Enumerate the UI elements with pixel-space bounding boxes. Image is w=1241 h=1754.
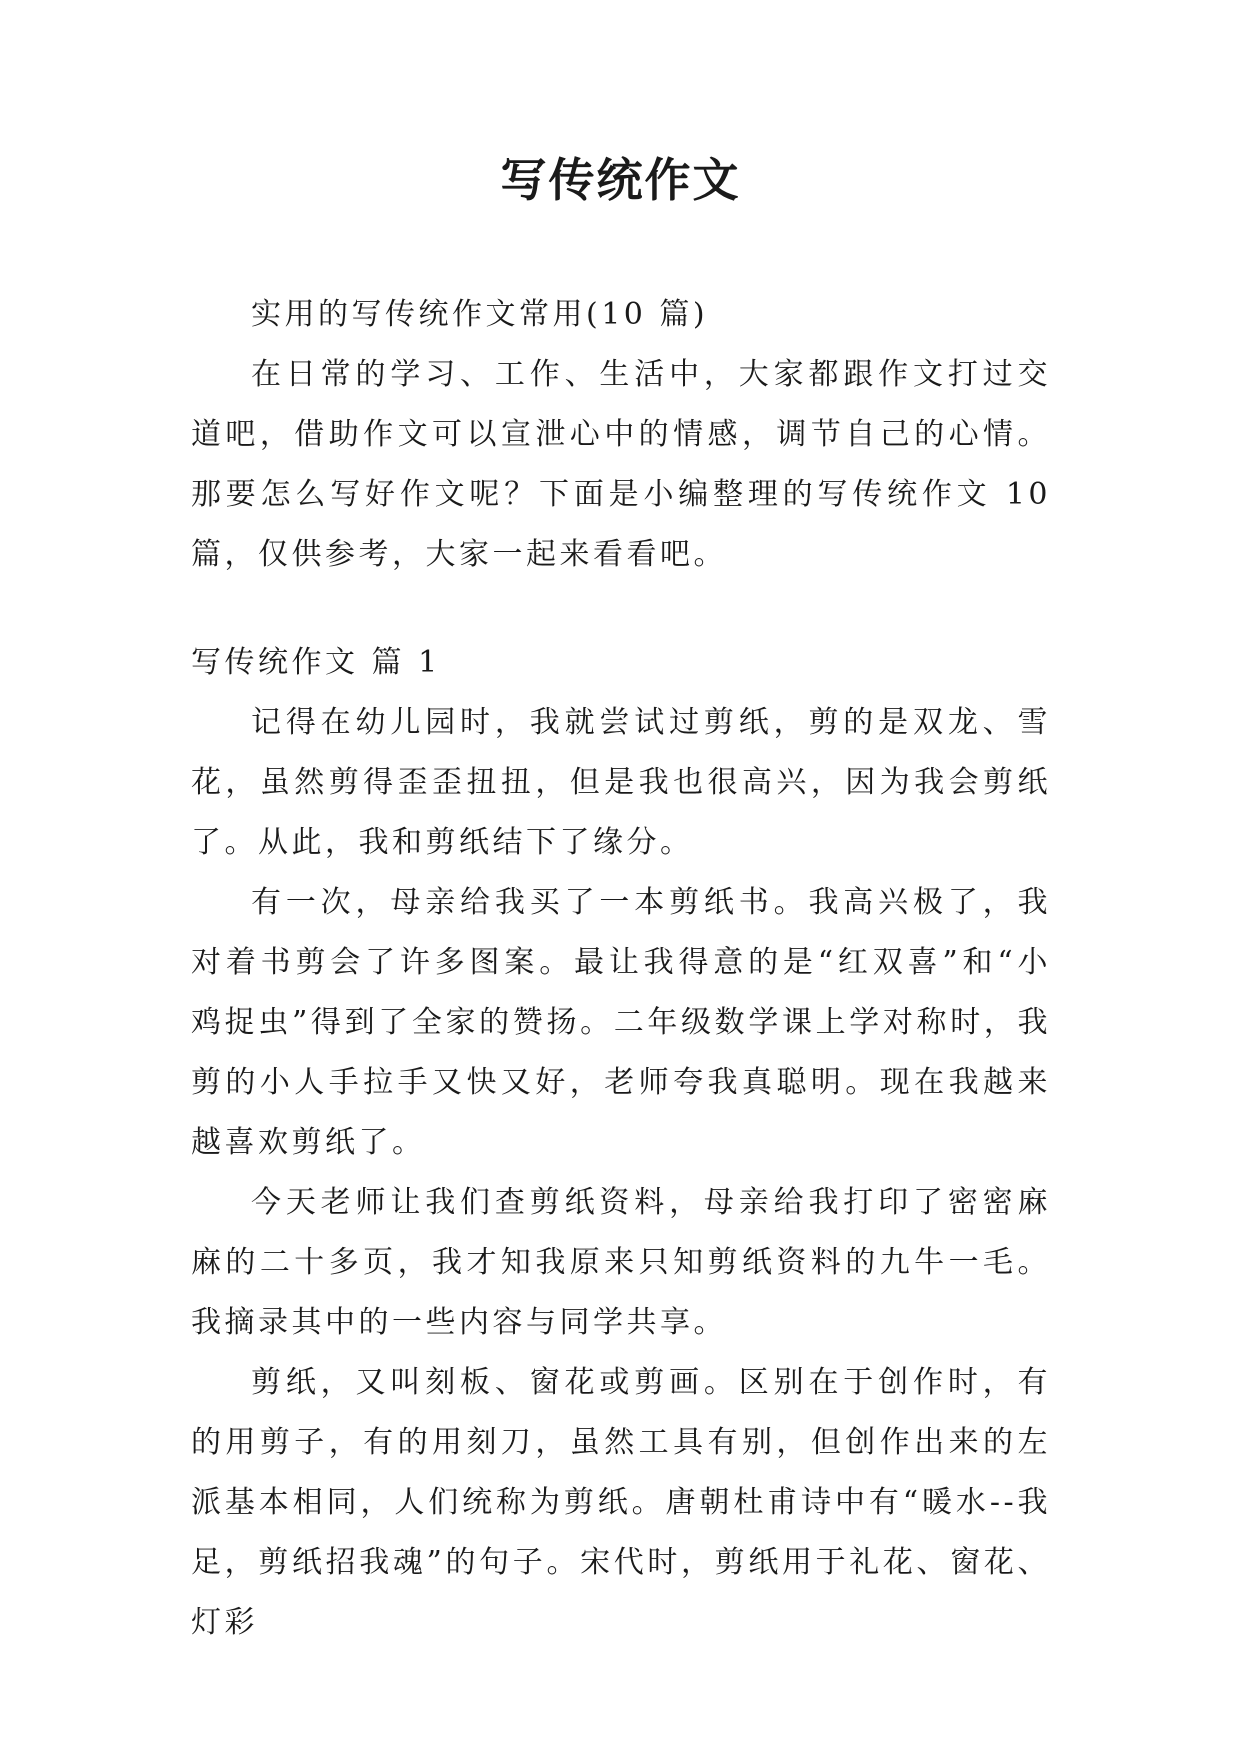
body-paragraph: 今天老师让我们查剪纸资料，母亲给我打印了密密麻麻的二十多页，我才知我原来只知剪纸资料的九牛一毛。我摘录其中的一些内容与同学共享。 <box>191 1185 1051 1340</box>
body-paragraph: 剪纸，又叫刻板、窗花或剪画。区别在于创作时，有的用剪子，有的用刻刀，虽然工具有别，但创作出来的左派基本相同，人们统称为剪纸。唐朝杜甫诗中有“暖水--我足，剪纸招我魂”的句子。宋代时，剪纸用于礼花、窗花、灯彩 <box>191 1365 1051 1640</box>
intro-paragraph: 在日常的学习、工作、生活中，大家都跟作文打过交道吧，借助作文可以宣泄心中的情感，调节自己的心情。那要怎么写好作文呢？下面是小编整理的写传统作文 10 篇，仅供参考，大家一起来看看吧。 <box>191 357 1051 572</box>
document-body <box>191 285 1051 1653</box>
document-subtitle: 实用的写传统作文常用(10 篇) <box>251 297 709 332</box>
body-paragraph: 有一次，母亲给我买了一本剪纸书。我高兴极了，我对着书剪会了许多图案。最让我得意的是“红双喜”和“小鸡捉虫”得到了全家的赞扬。二年级数学课上学对称时，我剪的小人手拉手又快又好，老师夸我真聪明。现在我越来越喜欢剪纸了。 <box>191 885 1051 1160</box>
section-heading: 写传统作文 篇 1 <box>191 645 441 680</box>
document-title: 写传统作文 <box>500 153 741 207</box>
body-paragraph: 记得在幼儿园时，我就尝试过剪纸，剪的是双龙、雪花，虽然剪得歪歪扭扭，但是我也很高兴，因为我会剪纸了。从此，我和剪纸结下了缘分。 <box>191 705 1051 860</box>
